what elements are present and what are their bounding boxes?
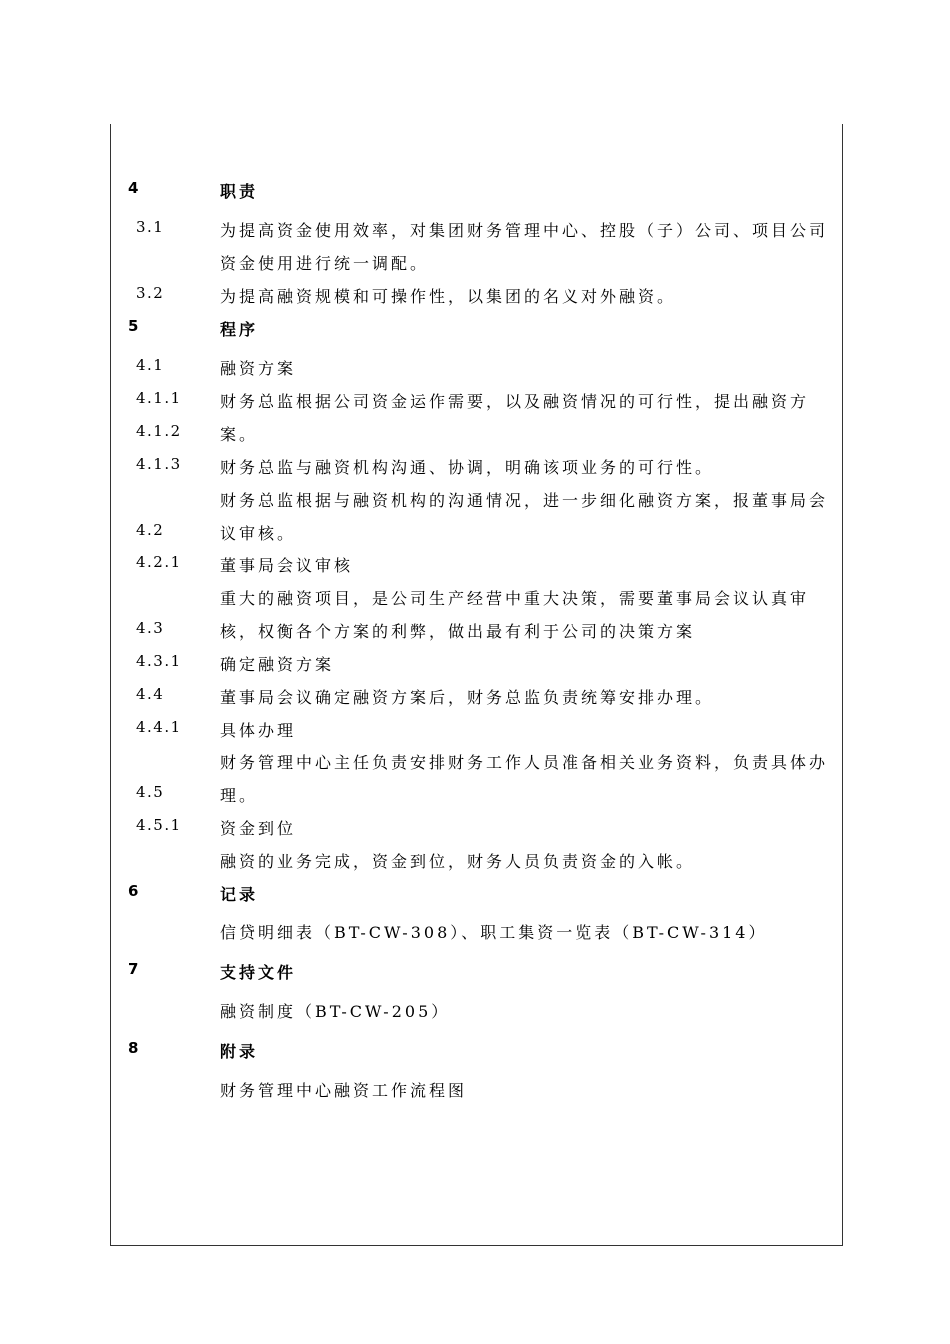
clause-number: 4.5.1 bbox=[136, 816, 182, 834]
clause-text: 董事局会议确定融资方案后，财务总监负责统筹安排办理。 bbox=[220, 688, 715, 707]
clause-row bbox=[0, 750, 950, 783]
clause-text: 资金到位 bbox=[220, 819, 297, 838]
clause-row bbox=[0, 816, 950, 849]
clause-row bbox=[0, 718, 950, 751]
clause-number: 4.1.1 bbox=[136, 389, 182, 407]
clause-number: 3.2 bbox=[136, 284, 165, 302]
clause-row bbox=[0, 685, 950, 718]
clause-number: 4.3.1 bbox=[136, 652, 182, 670]
clause-text: 理。 bbox=[220, 786, 259, 805]
section-heading-row bbox=[0, 960, 950, 993]
clause-number: 4.5 bbox=[136, 783, 165, 801]
clause-text: 融资制度（BT-CW-205） bbox=[220, 1002, 451, 1021]
clause-row bbox=[0, 553, 950, 586]
clause-row bbox=[0, 619, 950, 652]
clause-text: 为提高融资规模和可操作性，以集团的名义对外融资。 bbox=[220, 287, 677, 306]
clause-text: 案。 bbox=[220, 425, 259, 444]
section-number: 7 bbox=[128, 960, 139, 978]
section-number: 8 bbox=[128, 1039, 139, 1057]
clause-number: 4.2.1 bbox=[136, 553, 182, 571]
clause-number: 4.2 bbox=[136, 521, 165, 539]
section-heading-row bbox=[0, 1039, 950, 1072]
clause-text: 为提高资金使用效率，对集团财务管理中心、控股（子）公司、项目公司 bbox=[220, 221, 829, 240]
clause-text: 融资的业务完成，资金到位，财务人员负责资金的入帐。 bbox=[220, 852, 696, 871]
section-title: 程序 bbox=[220, 320, 259, 339]
clause-text: 信贷明细表（BT-CW-308）、职工集资一览表（BT-CW-314） bbox=[220, 923, 768, 942]
clause-row bbox=[0, 1078, 950, 1111]
clause-text: 核，权衡各个方案的利弊，做出最有利于公司的决策方案 bbox=[220, 622, 696, 641]
clause-row bbox=[0, 455, 950, 488]
clause-row bbox=[0, 783, 950, 816]
clause-text: 具体办理 bbox=[220, 721, 297, 740]
clause-text: 重大的融资项目，是公司生产经营中重大决策，需要董事局会议认真审 bbox=[220, 589, 810, 608]
clause-number: 4.4 bbox=[136, 685, 165, 703]
section-number: 5 bbox=[128, 317, 139, 335]
clause-text: 确定融资方案 bbox=[220, 655, 335, 674]
clause-row bbox=[0, 422, 950, 455]
section-title: 支持文件 bbox=[220, 963, 297, 982]
clause-row bbox=[0, 488, 950, 521]
section-title: 职责 bbox=[220, 182, 259, 201]
clause-number: 4.4.1 bbox=[136, 718, 182, 736]
clause-row bbox=[0, 849, 950, 882]
clause-row bbox=[0, 251, 950, 284]
clause-text: 财务总监与融资机构沟通、协调，明确该项业务的可行性。 bbox=[220, 458, 715, 477]
clause-text: 财务总监根据与融资机构的沟通情况，进一步细化融资方案，报董事局会 bbox=[220, 491, 829, 510]
clause-text: 财务管理中心主任负责安排财务工作人员准备相关业务资料，负责具体办 bbox=[220, 753, 829, 772]
clause-text: 资金使用进行统一调配。 bbox=[220, 254, 430, 273]
clause-number: 4.1.3 bbox=[136, 455, 182, 473]
section-number: 6 bbox=[128, 882, 139, 900]
clause-number: 4.3 bbox=[136, 619, 165, 637]
clause-number: 4.1.2 bbox=[136, 422, 182, 440]
clause-row bbox=[0, 356, 950, 389]
clause-row bbox=[0, 521, 950, 554]
clause-row bbox=[0, 652, 950, 685]
section-heading-row bbox=[0, 179, 950, 212]
section-title: 附录 bbox=[220, 1042, 259, 1061]
clause-row bbox=[0, 389, 950, 422]
clause-text: 财务管理中心融资工作流程图 bbox=[220, 1081, 468, 1100]
clause-row bbox=[0, 218, 950, 251]
clause-row bbox=[0, 920, 950, 953]
clause-number: 3.1 bbox=[136, 218, 165, 236]
section-heading-row bbox=[0, 882, 950, 915]
section-title: 记录 bbox=[220, 885, 259, 904]
clause-text: 议审核。 bbox=[220, 524, 297, 543]
clause-row bbox=[0, 586, 950, 619]
clause-row bbox=[0, 284, 950, 317]
clause-row bbox=[0, 999, 950, 1032]
section-heading-row bbox=[0, 317, 950, 350]
clause-text: 董事局会议审核 bbox=[220, 556, 354, 575]
clause-number: 4.1 bbox=[136, 356, 165, 374]
section-number: 4 bbox=[128, 179, 139, 197]
clause-text: 财务总监根据公司资金运作需要，以及融资情况的可行性，提出融资方 bbox=[220, 392, 810, 411]
clause-text: 融资方案 bbox=[220, 359, 297, 378]
